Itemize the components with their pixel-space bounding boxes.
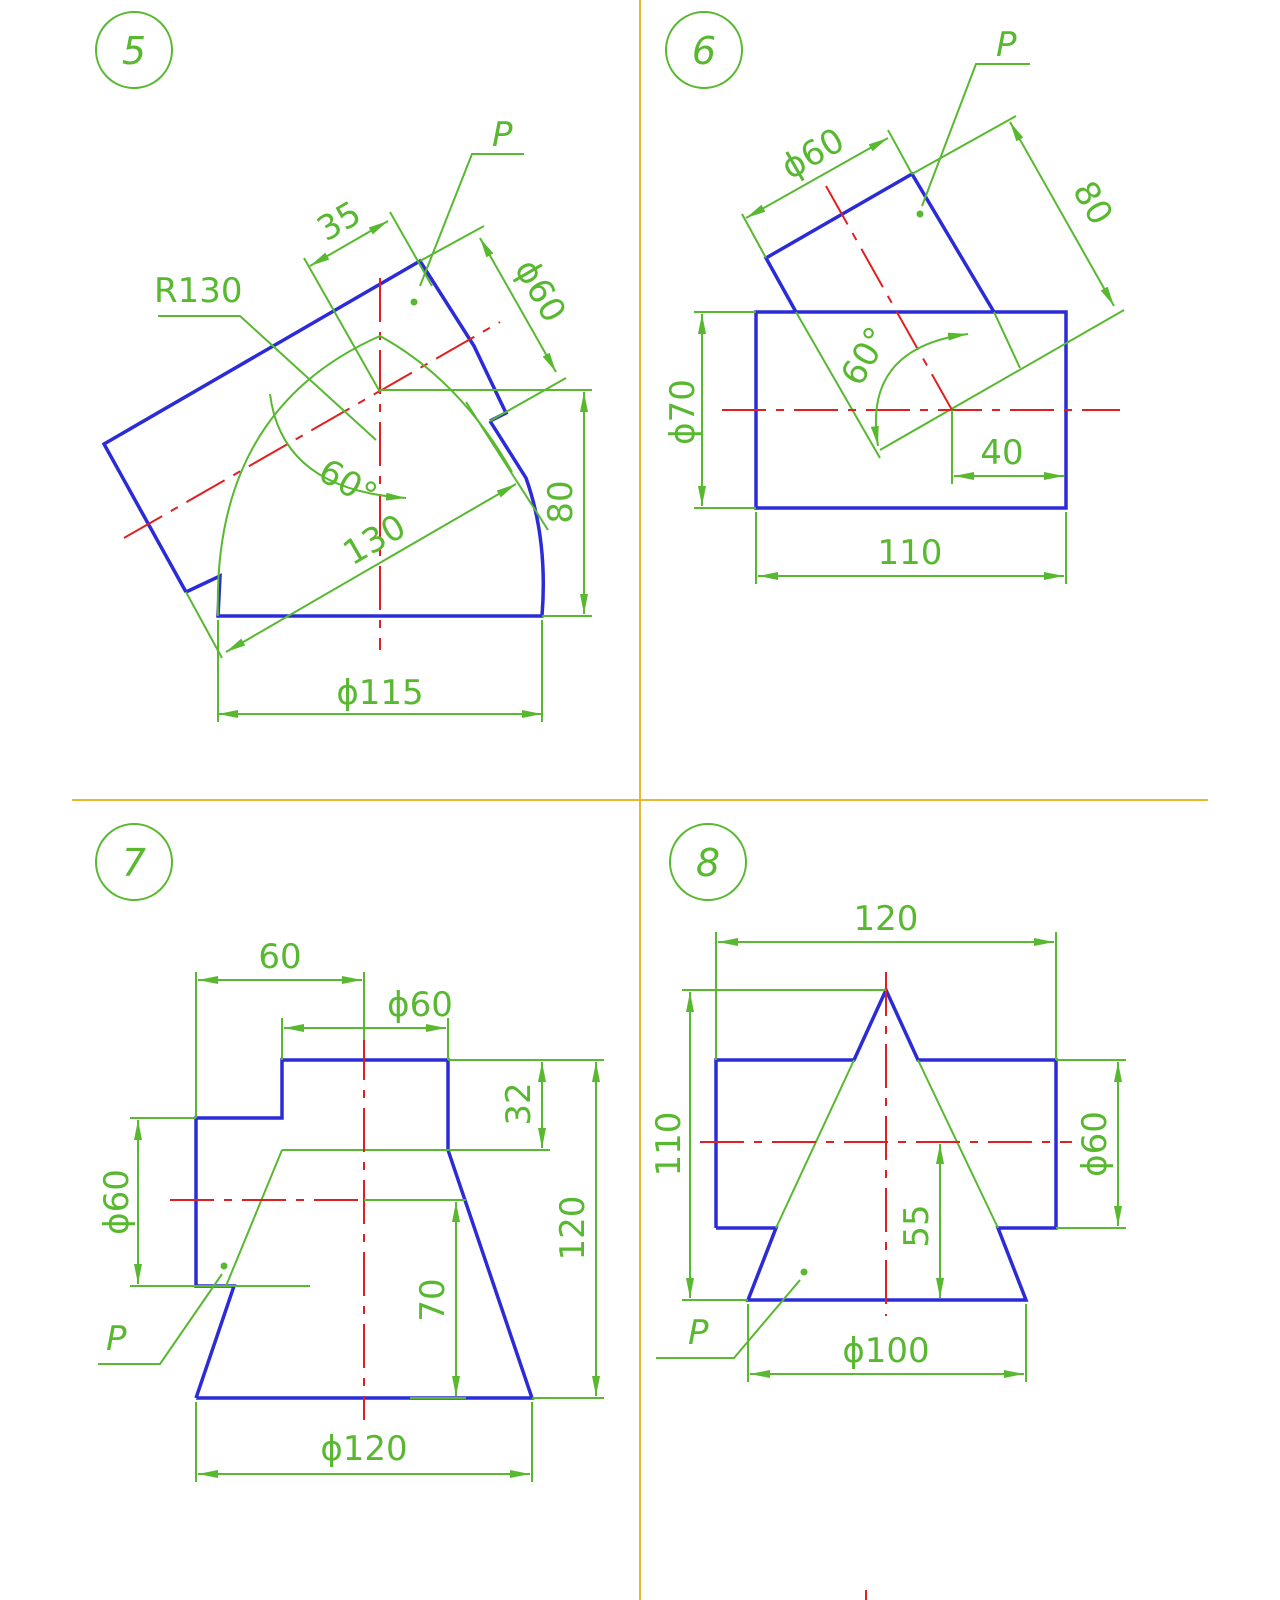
panel-5-dim-phi115: ϕ115 xyxy=(336,673,424,713)
panel-6-pipe-edge xyxy=(994,312,1020,368)
panel-8-cone-edge-left xyxy=(776,1060,854,1228)
panel-5-elbow-outline xyxy=(186,421,543,616)
panel-7-dim-60: 60 xyxy=(258,937,302,977)
panel-7-dim-phi120: ϕ120 xyxy=(320,1429,408,1469)
panel-7-dim-70: 70 xyxy=(413,1278,453,1322)
panel-5-number: 5 xyxy=(121,29,147,73)
panel-5-pipe-centerline xyxy=(124,322,500,538)
panel-8-dim-55: 55 xyxy=(897,1204,937,1248)
panel-8-number: 8 xyxy=(695,841,721,885)
panel-6-dim-40: 40 xyxy=(980,433,1024,473)
panel-5-dim-80: 80 xyxy=(541,480,581,524)
panel-8-dim-phi60: ϕ60 xyxy=(1075,1111,1115,1177)
panel-5-point-label: P xyxy=(492,115,513,155)
panel-6-dim-phi60: ϕ60 xyxy=(774,120,852,188)
panel-8-cone-edge-right xyxy=(918,1060,998,1228)
panel-5-point xyxy=(411,299,418,306)
panel-5-dim-35: 35 xyxy=(310,193,368,250)
panel-6-point xyxy=(917,211,924,218)
panel-8-dim-phi100: ϕ100 xyxy=(842,1331,930,1371)
panel-5-ext-line xyxy=(420,226,484,261)
panel-7-number: 7 xyxy=(121,841,147,885)
panel-5-ext-line xyxy=(304,258,380,392)
panel-5-dim-130: 130 xyxy=(336,506,413,574)
panel-5-ext-line xyxy=(186,592,222,658)
panel-6-angle-label: 60° xyxy=(833,320,898,393)
panel-7-dim-phi60-side: ϕ60 xyxy=(97,1169,137,1235)
panel-8-point-leader xyxy=(656,1280,800,1358)
panel-6-dim-80: 80 xyxy=(1064,174,1121,232)
panel-6-tilted-pipe xyxy=(766,174,994,312)
panel-8 xyxy=(649,824,1126,1600)
panel-8-dim-110: 110 xyxy=(649,1111,689,1177)
panel-6-ext-line xyxy=(888,130,912,174)
panel-5-point-leader xyxy=(420,154,524,286)
panel-8-point-label: P xyxy=(688,1313,709,1353)
panel-7-point xyxy=(221,1263,228,1270)
panel-6-dim-phi70: ϕ70 xyxy=(663,379,703,445)
panel-6-dim-110: 110 xyxy=(877,533,943,573)
panel-7-dim-32: 32 xyxy=(499,1082,539,1126)
panel-5 xyxy=(96,12,592,722)
panel-8-dim-120: 120 xyxy=(853,899,919,939)
panel-7-dim-phi60-top: ϕ60 xyxy=(387,985,453,1025)
panel-6-point-label: P xyxy=(996,25,1017,65)
panel-6-number: 6 xyxy=(691,29,717,73)
panel-6-ext-line xyxy=(912,116,1016,174)
panel-6 xyxy=(663,12,1124,584)
panel-7 xyxy=(96,824,604,1482)
panel-7-dim-120: 120 xyxy=(553,1195,593,1261)
panel-6-ext-line xyxy=(742,214,766,258)
panel-5-dim-phi60: ϕ60 xyxy=(506,252,574,330)
panel-5-dim-130-line xyxy=(226,484,516,652)
panel-5-radius-leader xyxy=(158,316,376,440)
panel-6-point-leader xyxy=(922,64,1030,206)
panel-7-point-label: P xyxy=(106,1319,127,1359)
panel-5-angle-label: 60° xyxy=(311,451,384,516)
panel-8-point xyxy=(801,1269,808,1276)
panel-5-ext-line xyxy=(466,402,548,530)
panel-5-radius-label: R130 xyxy=(154,271,243,311)
panel-7-cone-edge xyxy=(226,1150,282,1286)
